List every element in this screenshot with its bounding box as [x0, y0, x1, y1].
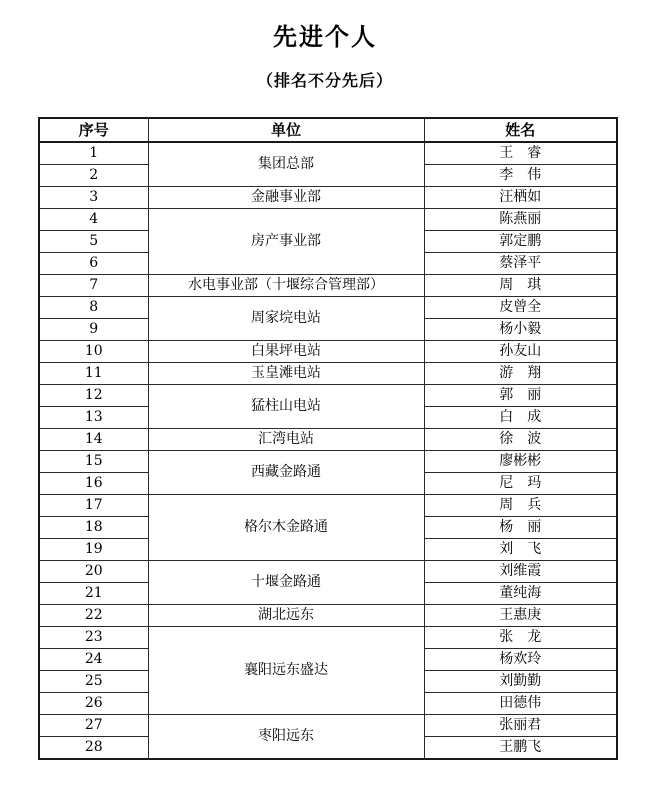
unit-cell: 襄阳远东盛达	[148, 627, 424, 715]
table-row	[39, 605, 617, 627]
table-row	[39, 495, 617, 517]
name-cell: 张 龙	[424, 627, 617, 649]
serial-cell: 8	[39, 297, 148, 319]
serial-cell: 21	[39, 583, 148, 605]
unit-cell: 湖北远东	[148, 605, 424, 627]
unit-cell: 西藏金路通	[148, 451, 424, 495]
serial-cell: 4	[39, 209, 148, 231]
serial-cell: 22	[39, 605, 148, 627]
name-cell: 陈燕丽	[424, 209, 617, 231]
name-cell: 王惠庚	[424, 605, 617, 627]
serial-cell: 17	[39, 495, 148, 517]
name-cell: 廖彬彬	[424, 451, 617, 473]
name-cell: 孙友山	[424, 341, 617, 363]
serial-cell: 11	[39, 363, 148, 385]
serial-cell: 5	[39, 231, 148, 253]
unit-cell: 周家垸电站	[148, 297, 424, 341]
serial-cell: 24	[39, 649, 148, 671]
serial-cell: 18	[39, 517, 148, 539]
serial-cell: 7	[39, 275, 148, 297]
table-row	[39, 429, 617, 451]
table-row	[39, 341, 617, 363]
unit-cell: 汇湾电站	[148, 429, 424, 451]
name-cell: 张丽君	[424, 715, 617, 737]
serial-cell: 28	[39, 737, 148, 760]
name-cell: 徐 波	[424, 429, 617, 451]
unit-cell: 枣阳远东	[148, 715, 424, 760]
name-cell: 王鹏飞	[424, 737, 617, 760]
name-cell: 杨欢玲	[424, 649, 617, 671]
name-cell: 王 睿	[424, 142, 617, 165]
table-row	[39, 385, 617, 407]
name-cell: 皮曾全	[424, 297, 617, 319]
serial-cell: 27	[39, 715, 148, 737]
serial-cell: 20	[39, 561, 148, 583]
table-row	[39, 209, 617, 231]
serial-cell: 15	[39, 451, 148, 473]
table-row	[39, 363, 617, 385]
name-cell: 杨小毅	[424, 319, 617, 341]
header-serial: 序号	[39, 118, 148, 142]
serial-cell: 16	[39, 473, 148, 495]
table-row	[39, 142, 617, 165]
name-cell: 刘勤勤	[424, 671, 617, 693]
unit-cell: 格尔木金路通	[148, 495, 424, 561]
name-cell: 董纯海	[424, 583, 617, 605]
name-cell: 郭定鹏	[424, 231, 617, 253]
name-cell: 刘 飞	[424, 539, 617, 561]
serial-cell: 1	[39, 142, 148, 165]
serial-cell: 2	[39, 165, 148, 187]
table-row	[39, 451, 617, 473]
name-cell: 李 伟	[424, 165, 617, 187]
name-cell: 尼 玛	[424, 473, 617, 495]
name-cell: 白 成	[424, 407, 617, 429]
table-header-row	[39, 118, 617, 142]
serial-cell: 23	[39, 627, 148, 649]
table-row	[39, 297, 617, 319]
unit-cell: 玉皇滩电站	[148, 363, 424, 385]
header-unit: 单位	[148, 118, 424, 142]
name-cell: 郭 丽	[424, 385, 617, 407]
name-cell: 周 琪	[424, 275, 617, 297]
page-subtitle: （排名不分先后）	[256, 71, 393, 90]
unit-cell: 金融事业部	[148, 187, 424, 209]
serial-cell: 26	[39, 693, 148, 715]
page-title: 先进个人	[273, 22, 377, 51]
table-body	[39, 142, 617, 759]
unit-cell: 白果坪电站	[148, 341, 424, 363]
name-cell: 周 兵	[424, 495, 617, 517]
table-row	[39, 275, 617, 297]
serial-cell: 9	[39, 319, 148, 341]
serial-cell: 10	[39, 341, 148, 363]
table-row	[39, 627, 617, 649]
name-cell: 田德伟	[424, 693, 617, 715]
serial-cell: 3	[39, 187, 148, 209]
table-row	[39, 715, 617, 737]
roster-table	[38, 117, 618, 760]
serial-cell: 12	[39, 385, 148, 407]
serial-cell: 14	[39, 429, 148, 451]
unit-cell: 房产事业部	[148, 209, 424, 275]
table-row	[39, 561, 617, 583]
serial-cell: 13	[39, 407, 148, 429]
name-cell: 刘维霞	[424, 561, 617, 583]
serial-cell: 19	[39, 539, 148, 561]
unit-cell: 猛柱山电站	[148, 385, 424, 429]
name-cell: 汪栖如	[424, 187, 617, 209]
unit-cell: 十堰金路通	[148, 561, 424, 605]
name-cell: 杨 丽	[424, 517, 617, 539]
serial-cell: 6	[39, 253, 148, 275]
name-cell: 游 翔	[424, 363, 617, 385]
unit-cell: 水电事业部（十堰综合管理部）	[148, 275, 424, 297]
name-cell: 蔡泽平	[424, 253, 617, 275]
table-row	[39, 187, 617, 209]
unit-cell: 集团总部	[148, 142, 424, 187]
header-name: 姓名	[424, 118, 617, 142]
serial-cell: 25	[39, 671, 148, 693]
